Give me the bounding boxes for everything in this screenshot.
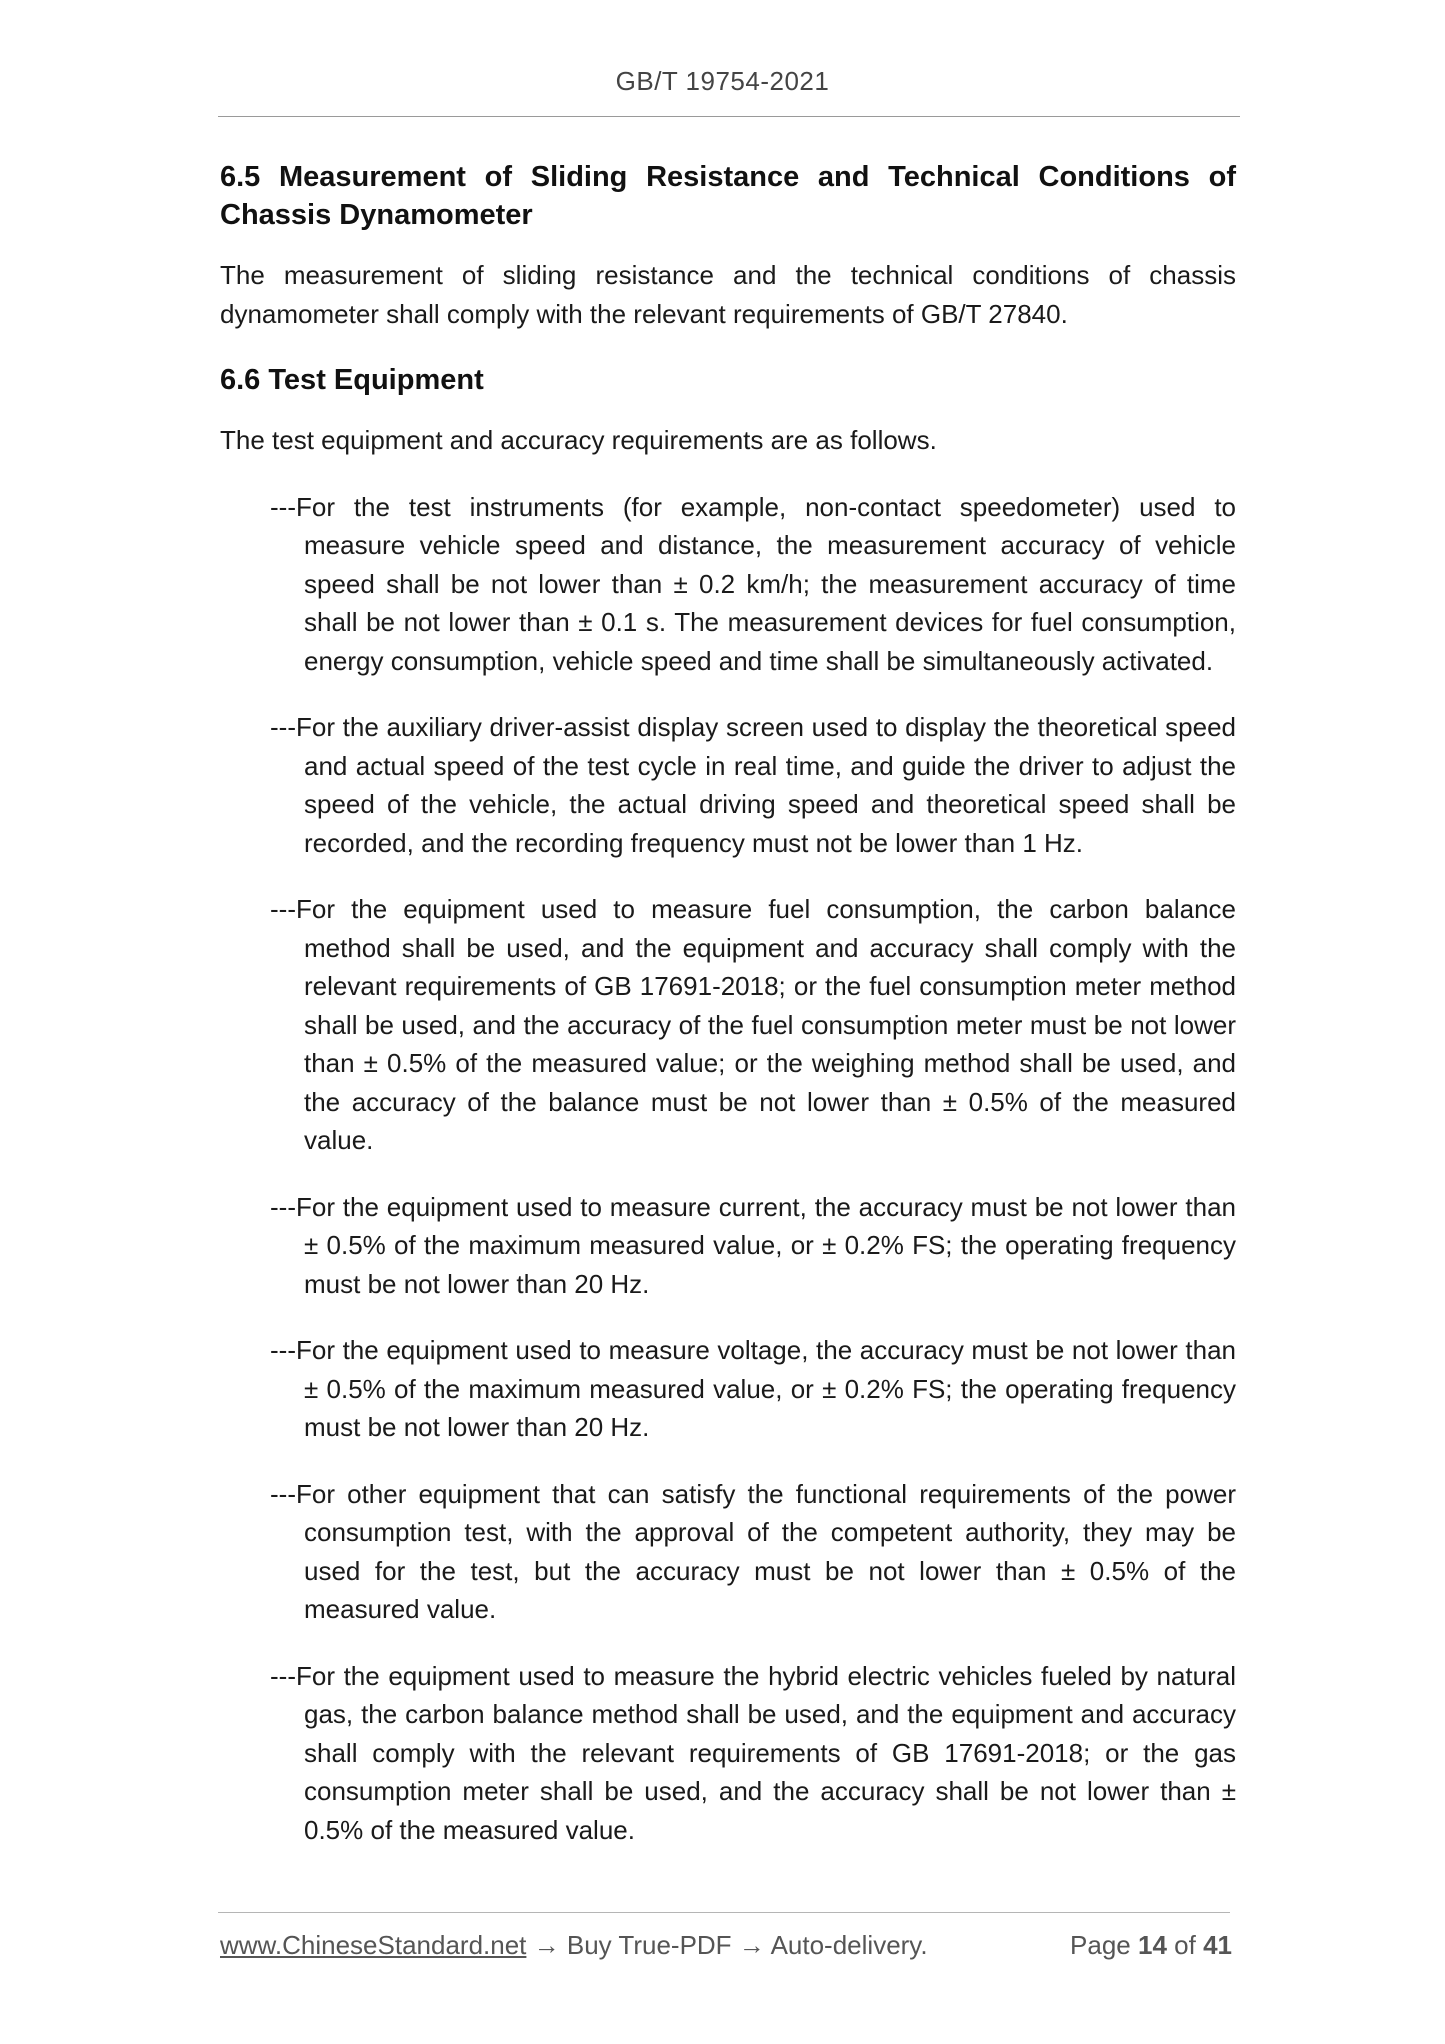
header-divider	[218, 116, 1240, 117]
site-link[interactable]: www.ChineseStandard.net	[220, 1930, 527, 1960]
footer-promo	[220, 1930, 928, 1961]
requirements-list	[220, 488, 1236, 1850]
section-6-6-intro: The test equipment and accuracy requirements are as follows.	[220, 425, 937, 455]
of-label: of	[1174, 1930, 1196, 1960]
list-item: ---For other equipment that can satisfy the functional requirements of the power consumption test, with the approval of the competent authority, they may be used for the test, but the accuracy must be not lower than ± 0.5% of the measured value.	[270, 1478, 1236, 1624]
footer-divider	[218, 1912, 1230, 1913]
list-item: ---For the equipment used to measure voltage, the accuracy must be not lower than ± 0.5% of the maximum measured value, or ± 0.2% FS; the operating frequency must be not lower than 20 Hz.	[270, 1335, 1236, 1442]
page-label: Page	[1070, 1930, 1131, 1960]
section-6-5-body: The measurement of sliding resistance and the technical conditions of chassis dynamometer shall comply with the relevant requirements of GB/T 27840.	[220, 260, 1236, 329]
section-6-5-heading: 6.5 Measurement of Sliding Resistance and Technical Conditions of Chassis Dynamometer	[220, 161, 1236, 231]
page-content	[220, 158, 1236, 1877]
total-pages-number: 41	[1203, 1930, 1232, 1960]
list-item: ---For the equipment used to measure the hybrid electric vehicles fueled by natural gas, the carbon balance method shall be used, and the equipment and accuracy shall comply with the relevant requirements of GB 17691-2018; or the gas consumption meter shall be used, and the accuracy shall be not lower than ± 0.5% of the measured value.	[270, 1660, 1236, 1845]
current-page-number: 14	[1138, 1930, 1167, 1960]
section-6-6-heading: 6.6 Test Equipment	[220, 364, 484, 396]
list-item: ---For the equipment used to measure fuel consumption, the carbon balance method shall be used, and the equipment and accuracy shall comply with the relevant requirements of GB 17691-2018; or the fuel consumption meter method shall be used, and the accuracy of the fuel consumption meter must be not lower than ± 0.5% of the measured value; or the weighing method shall be used, and the accuracy of the balance must be not lower than ± 0.5% of the measured value.	[270, 894, 1236, 1155]
list-item: ---For the equipment used to measure current, the accuracy must be not lower than ± 0.5% of the maximum measured value, or ± 0.2% FS; the operating frequency must be not lower than 20 Hz.	[270, 1191, 1236, 1299]
document-header-title: GB/T 19754-2021	[615, 66, 830, 96]
footer-promo-text: → Buy True-PDF → Auto-delivery.	[526, 1930, 928, 1960]
list-item: ---For the auxiliary driver-assist display screen used to display the theoretical speed and actual speed of the test cycle in real time, and guide the driver to adjust the speed of the vehicle, the actual driving speed and theoretical speed shall be recorded, and the recording frequency must not be lower than 1 Hz.	[270, 712, 1236, 858]
page-indicator	[1070, 1930, 1232, 1961]
list-item: ---For the test instruments (for example, non-contact speedometer) used to measure vehicle speed and distance, the measurement accuracy of vehicle speed shall be not lower than ± 0.2 km/h; the measurement accuracy of time shall be not lower than ± 0.1 s. The measurement devices for fuel consumption, energy consumption, vehicle speed and time shall be simultaneously activated.	[270, 491, 1236, 676]
